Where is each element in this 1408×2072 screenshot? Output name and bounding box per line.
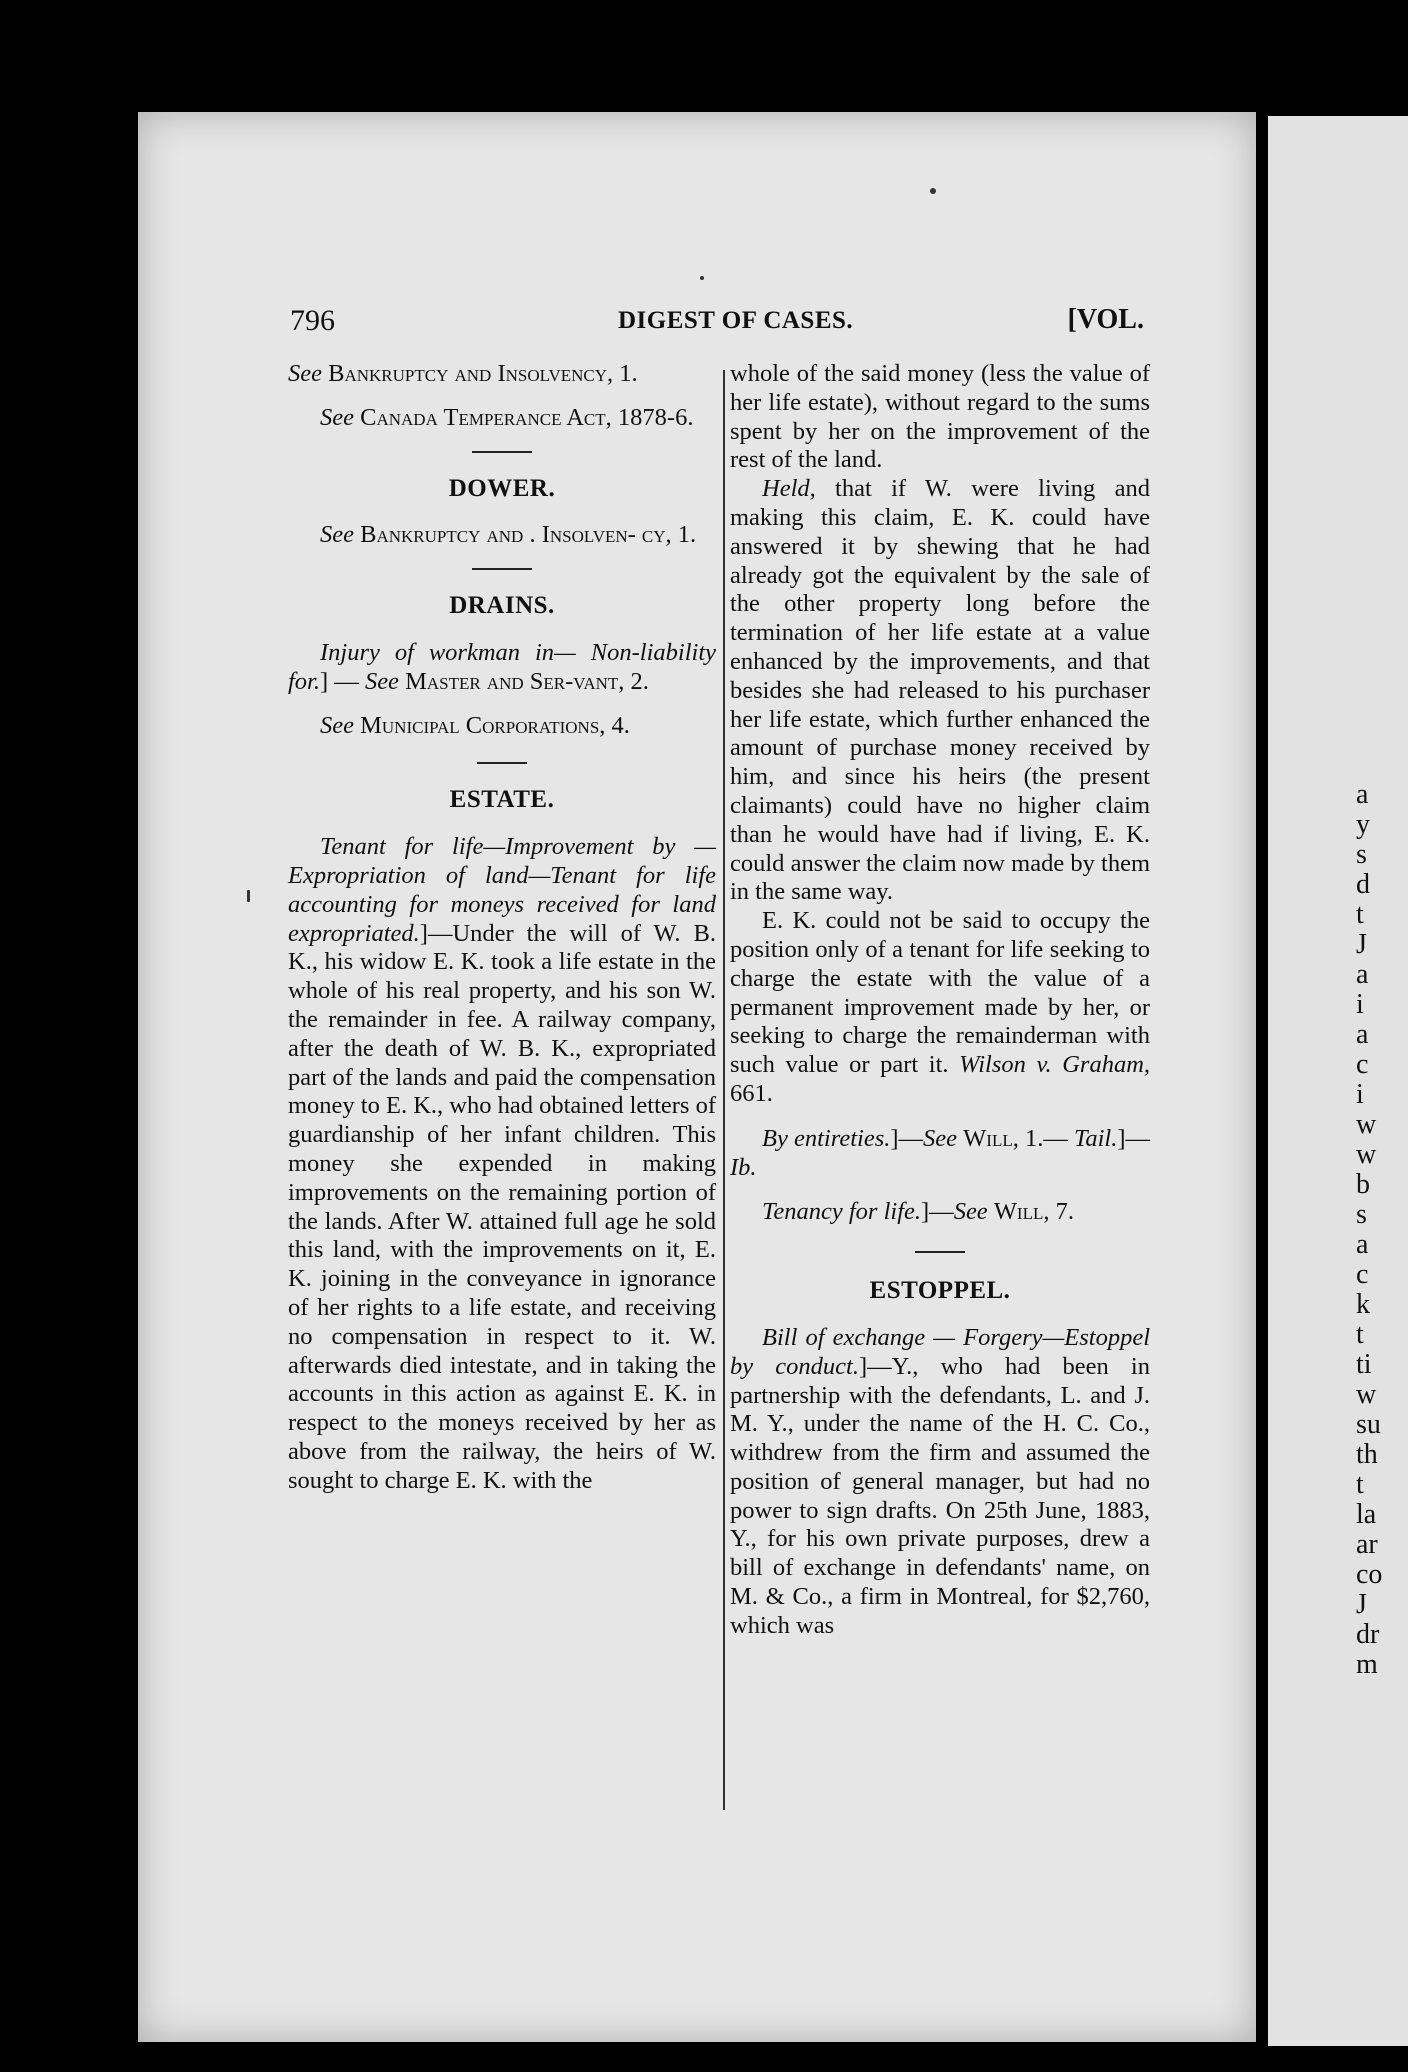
facing-page-text-fragments [1356,780,1382,1680]
digest-entry: Tenancy for life.]—See Will, 7. [762,1198,1074,1226]
facing-page-fragment: d [1356,869,1370,900]
facing-page-fragment: m [1356,1649,1378,1680]
volume-marker: [VOL. [1067,304,1144,335]
facing-page-fragment: w [1356,1109,1377,1140]
facing-page-fragment: w [1356,1139,1377,1170]
print-speck [247,890,250,902]
facing-page-fragment: a [1356,1019,1369,1050]
section-rule [915,1251,965,1253]
section-heading-estoppel: ESTOPPEL. [869,1277,1011,1305]
holding-paragraph: Held, that if W. were living and making this claim, E. K. could have answered it by shewing that he had already got the equivalent by the sale of the other property long before the termination of her life estate at a value enhanced by the improvements, and that besides she had released to his purchaser her life estate, which further enhanced the amount of purchase money received by him, and since his heirs (the present claimants) could have no higher claim than he would have had if living, E. K. could answer the claim now made by them in the same way. [730,475,1150,906]
digest-entry: Injury of workman in— Non-liability for.] — See Master and Ser-vant, 2. [288,638,716,695]
cross-reference: See Bankruptcy and Insolvency, 1. [288,360,638,387]
section-heading-estate: ESTATE. [449,786,555,814]
digest-entry-continued: whole of the said money (less the value of her life estate), without regard to the sums spent by her on the improvement of the rest of the land. [730,360,1150,474]
facing-page-fragment: s [1356,1199,1367,1230]
case-citation: Wilson v. Graham, [959,1051,1151,1079]
facing-page-fragment: a [1356,959,1369,990]
facing-page-fragment: ti [1356,1349,1372,1380]
section-heading-drains: DRAINS. [449,592,555,620]
running-header [290,304,1144,344]
facing-page-fragment: a [1356,779,1369,810]
facing-page-fragment: t [1356,1469,1364,1500]
facing-page-fragment: i [1356,1079,1364,1110]
holding-paragraph: E. K. could not be said to occupy the position only of a tenant for life seeking to charge the estate with the value of a permanent improvement made by her, or seeking to charge the remainderman with such value or part it. Wilson v. Graham, 661. [730,907,1151,1107]
page-number: 796 [290,304,335,337]
section-heading-dower: DOWER. [448,474,556,502]
print-speck [700,276,704,280]
section-rule [477,762,527,764]
section-rule [472,568,532,570]
facing-page-fragment: w [1356,1379,1377,1410]
facing-page-edge [1268,116,1408,2046]
facing-page-fragment: th [1356,1439,1378,1470]
section-rule [472,451,532,453]
column-divider [723,370,725,1810]
digest-entry: Bill of exchange — Forgery—Estoppel by conduct.]—Y., who had been in partnership with the defendants, L. and J. M. Y., under the name of the H. C. Co., withdrew from the firm and assumed the position of general manager, but had no power to sign drafts. On 25th June, 1883, Y., for his own private purposes, drew a bill of exchange in defendants' name, on M. & Co., a firm in Montreal, for $2,760, which was [730,1323,1150,1639]
facing-page-fragment: J [1356,929,1367,960]
left-column [288,360,716,1496]
facing-page-fragment: a [1356,1229,1369,1260]
cross-reference: See Municipal Corporations, 4. [320,711,630,739]
facing-page-fragment: c [1356,1049,1369,1080]
facing-page-fragment: b [1356,1169,1370,1200]
facing-page-fragment: su [1356,1409,1381,1440]
facing-page-fragment: t [1356,1319,1364,1350]
running-title: DIGEST OF CASES. [618,307,854,334]
right-column [730,360,1150,1641]
facing-page-fragment: k [1356,1289,1370,1320]
facing-page-fragment: ar [1356,1529,1378,1560]
digest-entry: Tenant for life—Improvement by —Expropriation of land—Tenant for life accounting for moneys received for land expropriated.]—Under the will of W. B. K., his widow E. K. took a life estate in the whole of his real property, and his son W. the remainder in fee. A railway company, after the death of W. B. K., expropriated part of the lands and paid the compensation money to E. K., who had obtained letters of guardianship of her infant children. This money she expended in making improvements on the remaining portion of the lands. After W. attained full age he sold this land, with the improvements on it, E. K. joining in the conveyance in ignorance of her rights to a life estate, and receiving no compensation in respect to it. W. afterwards died intestate, and in taking the accounts in this action as against E. K. in respect to the moneys received by her as above from the railway, the heirs of W. sought to charge E. K. with the [288,833,716,1494]
facing-page-fragment: i [1356,989,1364,1020]
digest-entry: By entireties.]—See Will, 1.— Tail.]—Ib. [730,1124,1151,1181]
facing-page-fragment: y [1356,809,1370,840]
facing-page-fragment: la [1356,1499,1377,1530]
facing-page-fragment: dr [1356,1619,1380,1650]
cross-reference: See Bankruptcy and . Insolven- cy, 1. [320,521,697,549]
facing-page-fragment: co [1356,1559,1383,1590]
print-speck [930,188,936,194]
facing-page-fragment: c [1356,1259,1369,1290]
facing-page-fragment: t [1356,899,1364,930]
cross-reference: See Canada Temperance Act, 1878-6. [320,403,694,431]
facing-page-fragment: s [1356,839,1367,870]
facing-page-fragment: J [1356,1589,1367,1620]
